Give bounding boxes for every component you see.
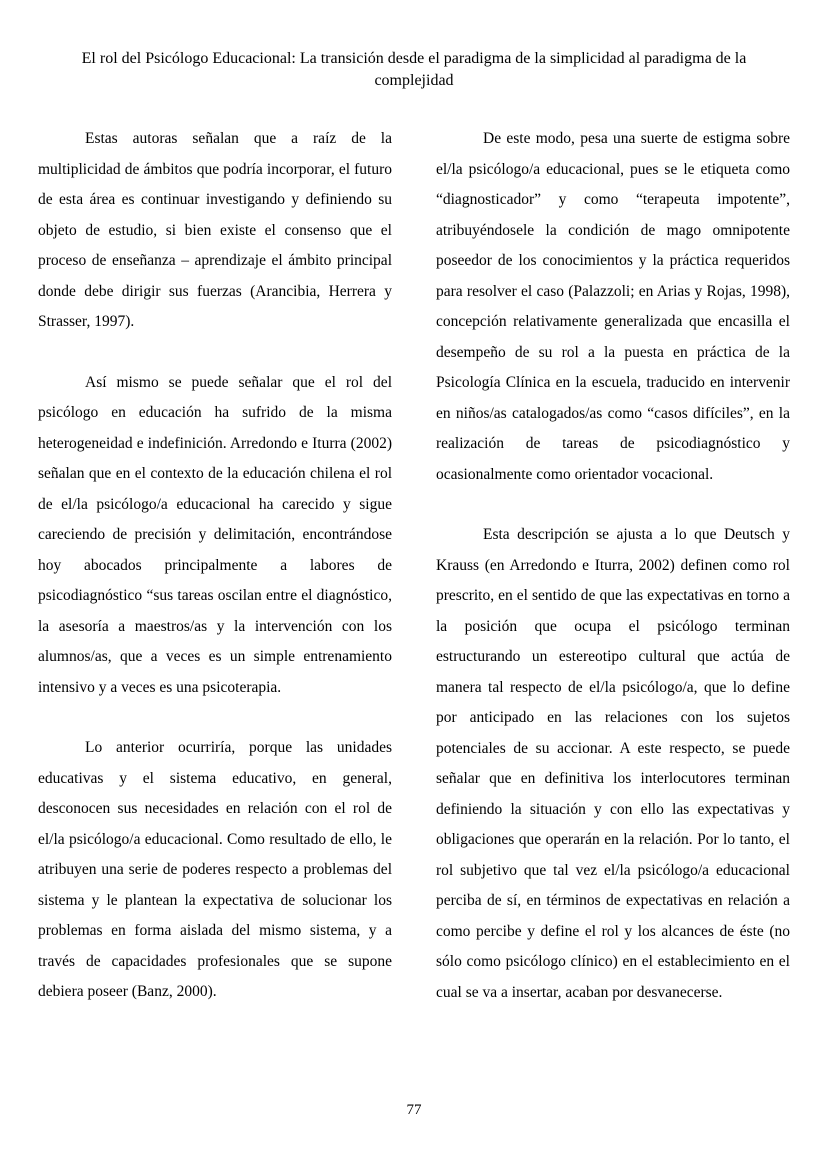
page-number: 77 bbox=[406, 1102, 422, 1118]
right-column bbox=[436, 124, 790, 1008]
paragraph: Lo anterior ocurriría, porque las unidades educativas y el sistema educativo, en general, desconocen sus necesidades en relación con el rol de el/la psicólogo/a educacional. Como resultado de ello, le atribuyen una serie de poderes respecto a problemas del sistema y le plantean la expectativa de solucionar los problemas en forma aislada del mismo sistema, y a través de capacidades profesionales que se supone debiera poseer (Banz, 2000). bbox=[38, 739, 392, 1000]
two-column-body bbox=[38, 124, 790, 1008]
paragraph: Esta descripción se ajusta a lo que Deutsch y Krauss (en Arredondo e Iturra, 2002) definen como rol prescrito, en el sentido de que las expectativas en torno a la posición que ocupa el psicólogo terminan estructurando un estereotipo cultural que actúa de manera tal respecto de el/la psicólogo/a, que lo define por anticipado en las relaciones con los sujetos potenciales de su accionar. A este respecto, se puede señalar que en definitiva los interlocutores terminan definiendo la situación y con ello las expectativas y obligaciones que operarán en la relación. Por lo tanto, el rol subjetivo que tal vez el/la psicólogo/a educacional perciba de sí, en términos de expectativas en relación a como percibe y define el rol y los alcances de éste (no sólo como psicólogo clínico) en el establecimiento en el cual se va a insertar, acaban por desvanecerse. bbox=[436, 526, 790, 1001]
paragraph: Estas autoras señalan que a raíz de la multiplicidad de ámbitos que podría incorporar, el futuro de esta área es continuar investigando y definiendo su objeto de estudio, si bien existe el consenso que el proceso de enseñanza – aprendizaje el ámbito principal donde debe dirigir sus fuerzas (Arancibia, Herrera y Strasser, 1997). bbox=[38, 130, 392, 330]
paragraph: De este modo, pesa una suerte de estigma sobre el/la psicólogo/a educacional, pues se le etiqueta como “diagnosticador” y como “terapeuta impotente”, atribuyéndosele la condición de mago omnipotente poseedor de los conocimientos y la práctica requeridos para resolver el caso (Palazzoli; en Arias y Rojas, 1998), concepción relativamente generalizada que encasilla el desempeño de su rol a la puesta en práctica de la Psicología Clínica en la escuela, traducido en intervenir en niños/as catalogados/as como “casos difíciles”, en la realización de tareas de psicodiagnóstico y ocasionalmente como orientador vocacional. bbox=[436, 130, 790, 483]
paragraph: Así mismo se puede señalar que el rol del psicólogo en educación ha sufrido de la misma heterogeneidad e indefinición. Arredondo e Iturra (2002) señalan que en el contexto de la educación chilena el rol de el/la psicólogo/a educacional ha carecido y sigue careciendo de precisión y delimitación, encontrándose hoy abocados principalmente a labores de psicodiagnóstico “sus tareas oscilan entre el diagnóstico, la asesoría a maestros/as y la intervención con los alumnos/as, que a veces es un simple entrenamiento intensivo y a veces es una psicoterapia. bbox=[38, 373, 392, 696]
left-column bbox=[38, 124, 392, 1008]
page-title: El rol del Psicólogo Educacional: La transición desde el paradigma de la simplicidad al paradigma de la complejidad bbox=[81, 50, 747, 89]
